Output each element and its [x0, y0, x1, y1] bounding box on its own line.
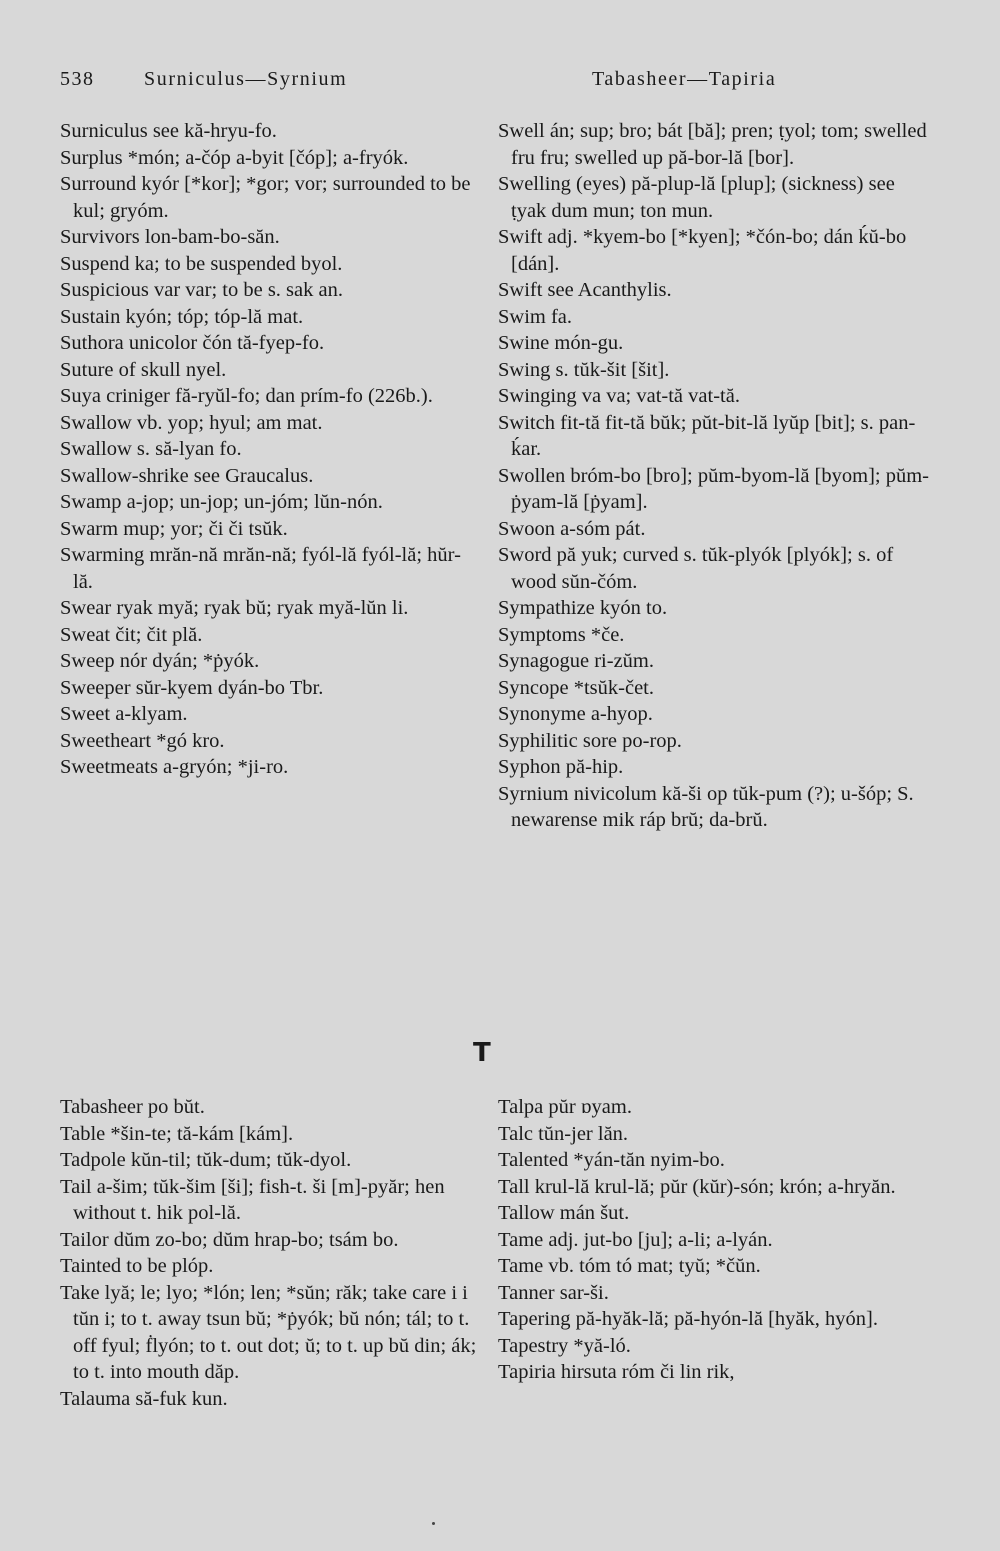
dictionary-entry: Symptoms *če. — [498, 623, 625, 646]
running-header — [60, 68, 940, 98]
dictionary-entry: Tabasheer po bŭt. — [60, 1096, 205, 1118]
dictionary-entry: Surniculus see kă-hryu-fo. — [60, 120, 277, 142]
dictionary-entry: Swinging va va; vat-tă vat-tă. — [498, 385, 740, 407]
dictionary-entry: Switch fit-tă fit-tă bŭk; pŭt-bit-lă lyŭp [bit]; s. pan-ḱar. — [498, 411, 916, 460]
page-number: 538 — [60, 68, 95, 90]
dictionary-entry: Syrnium nivicolum kă-ši op tŭk-pum (?); u-šóp; S. newarense mik ráp brŭ; da-brŭ. — [498, 782, 914, 831]
dictionary-entry: Suthora unicolor čón tă-fyep-fo. — [60, 332, 325, 354]
left-column-t-entries — [60, 1094, 480, 1412]
dictionary-entry: Talpa pŭr ɒyam. — [498, 1096, 632, 1118]
left-column-s-entries — [60, 118, 480, 781]
dictionary-entry: Sympathize kyón to. — [498, 597, 668, 619]
dictionary-entry: Swallow vb. yop; hyul; am mat. — [60, 411, 323, 434]
dictionary-entry: Tailor dŭm zo-bo; dŭm hrap-bo; tsám bo. — [60, 1228, 399, 1251]
dictionary-entry: Tall krul-lă krul-lă; pŭr (kŭr)-són; krón; a-hryăn. — [498, 1175, 896, 1198]
dictionary-entry: Swallow-shrike see Graucalus. — [60, 464, 314, 487]
right-column-s-entries — [498, 118, 930, 834]
dictionary-entry: Swoon a-sóm pát. — [498, 517, 646, 540]
dictionary-entry: Surplus *món; a-čóp a-byit [čóp]; a-fryók. — [60, 146, 409, 169]
dictionary-entry: Tallow mán šut. — [498, 1202, 630, 1224]
dictionary-entry: Synagogue ri-zŭm. — [498, 650, 654, 672]
dictionary-entry: Syncope *tsŭk-čet. — [498, 676, 654, 699]
dictionary-entry: Talented *yán-tăn nyim-bo. — [498, 1149, 725, 1171]
right-column-t-entries — [498, 1094, 930, 1386]
right-running-title: Tabasheer—Tapiria — [592, 68, 777, 90]
dictionary-entry: Surround kyór [*kor]; *gor; vor; surrounded to be kul; gryóm. — [60, 173, 471, 222]
dictionary-entry: Syphon pă-hip. — [498, 756, 624, 778]
dictionary-entry: Swamp a-jop; un-jop; un-jóm; lŭn-nón. — [60, 491, 383, 513]
dictionary-entry: Sustain kyón; tóp; tóp-lă mat. — [60, 305, 304, 328]
dictionary-entry: Sweat čit; čit plă. — [60, 623, 203, 646]
dictionary-entry: Sword pă yuk; curved s. tŭk-plyók [plyók]; s. of wood sŭn-čóm. — [498, 544, 894, 593]
dictionary-entry: Suya criniger fă-ryŭl-fo; dan prím-fo (226b.). — [60, 385, 433, 407]
dictionary-entry: Suspend ka; to be suspended byol. — [60, 252, 343, 275]
stray-mark — [432, 1522, 435, 1525]
dictionary-entry: Swear ryak myă; ryak bŭ; ryak myă-lŭn li. — [60, 597, 409, 619]
dictionary-entry: Syphilitic sore po-rop. — [498, 729, 682, 752]
dictionary-entry: Swim fa. — [498, 305, 573, 328]
dictionary-entry: Talauma să-fuk kun. — [60, 1387, 228, 1410]
dictionary-entry: Tapestry *yă-ló. — [498, 1334, 631, 1357]
dictionary-entry: Swelling (eyes) pă-plup-lă [plup]; (sickness) see ṭyak dum mun; ton mun. — [498, 173, 895, 222]
section-letter: T — [473, 1038, 491, 1068]
dictionary-entry: Sweeper sŭr-kyem dyán-bo Tbr. — [60, 676, 324, 699]
dictionary-entry: Sweet a-klyam. — [60, 703, 188, 725]
dictionary-entry: Tail a-šim; tŭk-šim [ši]; fish-t. ši [m]-pyăr; hen without t. hik pol-lă. — [60, 1175, 445, 1224]
dictionary-entry: Swollen bróm-bo [bro]; pŭm-byom-lă [byom]; pŭm-ṗyam-lă [ṗyam]. — [498, 464, 930, 513]
dictionary-entry: Tapiria hirsuta róm či lin rik, — [498, 1361, 735, 1383]
dictionary-entry: Swing s. tŭk-šit [šit]. — [498, 358, 670, 381]
dictionary-entry: Suture of skull nyel. — [60, 358, 227, 381]
dictionary-entry: Swell án; sup; bro; bát [bă]; pren; ṭyol; tom; swelled fru fru; swelled up pă-bor-lă [bor]. — [498, 120, 927, 169]
dictionary-entry: Swift adj. *kyem-bo [*kyen]; *čón-bo; dán ḱŭ-bo [dán]. — [498, 226, 907, 275]
dictionary-entry: Sweep nór dyán; *ṗyók. — [60, 650, 260, 672]
dictionary-entry: Tanner sar-ši. — [498, 1281, 609, 1304]
dictionary-entry: Swine món-gu. — [498, 332, 624, 354]
dictionary-entry: Take lyă; le; lyo; *lón; len; *sŭn; răk; take care i i tŭn i; to t. away tsun bŭ; *ṗyók; bŭ nón; tál; to t. off fyul; ḟlyón; to t. out dot; ŭ; to t. up bŭ din; ák; to t. into mouth dăp. — [60, 1281, 477, 1383]
dictionary-entry: Sweetmeats a-gryón; *ji-ro. — [60, 756, 289, 778]
dictionary-entry: Talc tŭn-jer lăn. — [498, 1122, 629, 1145]
dictionary-entry: Tapering pă-hyăk-lă; pă-hyón-lă [hyăk, hyón]. — [498, 1308, 878, 1330]
left-running-title: Surniculus—Syrnium — [144, 68, 348, 90]
dictionary-entry: Tame adj. jut-bo [ju]; a-li; a-lyán. — [498, 1228, 773, 1251]
dictionary-entry: Swallow s. să-lyan fo. — [60, 438, 242, 460]
dictionary-entry: Swarm mup; yor; či či tsŭk. — [60, 517, 288, 540]
dictionary-entry: Survivors lon-bam-bo-săn. — [60, 226, 280, 248]
dictionary-entry: Sweetheart *gó kro. — [60, 729, 225, 752]
dictionary-entry: Tame vb. tóm tó mat; tyŭ; *čŭn. — [498, 1255, 761, 1277]
dictionary-entry: Synonyme a-hyop. — [498, 703, 653, 725]
dictionary-entry: Swarming mrăn-nă mrăn-nă; fyól-lă fyól-lă; hŭr-lă. — [60, 544, 461, 593]
dictionary-entry: Tainted to be plóp. — [60, 1255, 214, 1277]
dictionary-entry: Suspicious var var; to be s. sak an. — [60, 279, 343, 301]
dictionary-entry: Swift see Acanthylis. — [498, 279, 672, 301]
dictionary-entry: Table *šin-te; tă-kám [kám]. — [60, 1122, 294, 1145]
dictionary-entry: Tadpole kŭn-til; tŭk-dum; tŭk-dyol. — [60, 1149, 352, 1171]
